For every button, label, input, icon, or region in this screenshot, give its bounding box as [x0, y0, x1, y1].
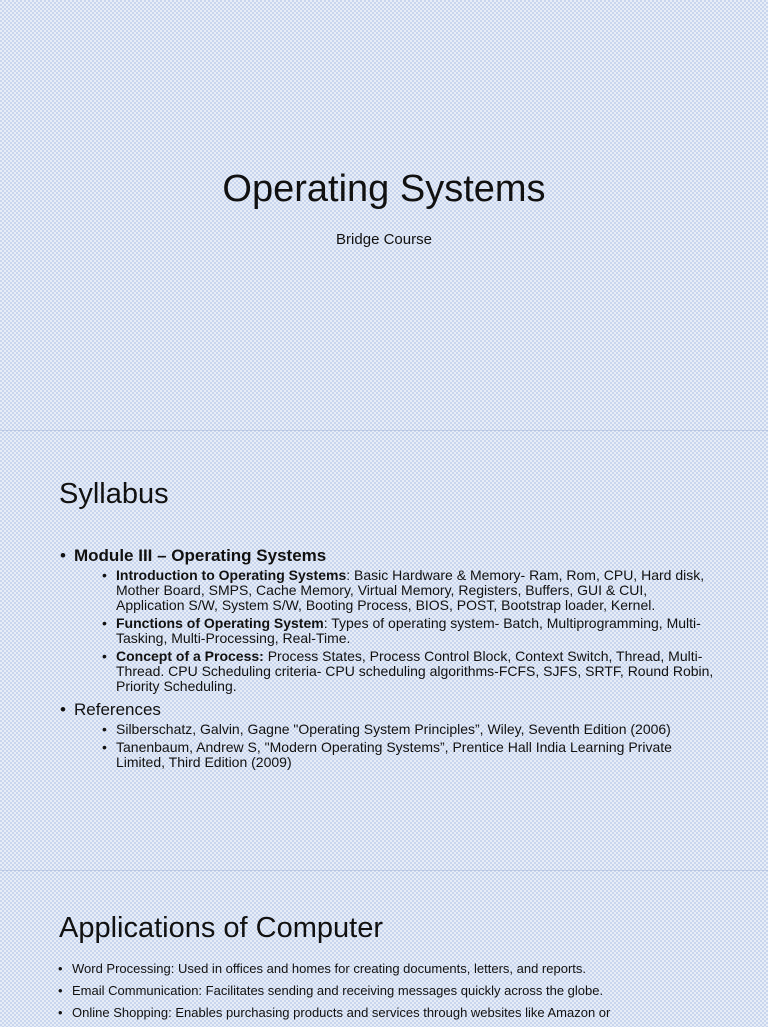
topic-text: : Types of operating system- Batch, Multiprogramming, Multi-Tasking, Multi-Processing, Real-Time.: [116, 615, 701, 646]
list-item: • Silberschatz, Galvin, Gagne "Operating System Principles”, Wiley, Seventh Edition (2006): [102, 722, 718, 737]
syllabus-list: [60, 546, 718, 776]
list-item: • Tanenbaum, Andrew S, "Modern Operating Systems”, Prentice Hall India Learning Private Limited, Third Edition (2009): [102, 740, 718, 770]
topic-term: Functions of Operating System: [116, 615, 324, 631]
applications-list: [58, 961, 728, 1027]
syllabus-heading: Syllabus: [59, 478, 169, 510]
list-item: [102, 616, 718, 646]
list-item: • Email Communication: Facilitates sending and receiving messages quickly across the globe.: [58, 983, 728, 998]
applications-heading: Applications of Computer: [59, 912, 383, 944]
page-title: Operating Systems: [222, 168, 546, 210]
topic-text: Process States, Process Control Block, Context Switch, Thread, Multi-Thread. CPU Scheduling criteria- CPU scheduling algorithms-FCFS, SJFS, SRTF, Round Robin, Priority Scheduling.: [116, 648, 714, 694]
module-label: Module III – Operating Systems: [74, 546, 327, 565]
page-subtitle: Bridge Course: [336, 231, 432, 248]
topic-term: Concept of a Process:: [116, 648, 264, 664]
title-slide: [0, 0, 768, 430]
list-item: • Online Shopping: Enables purchasing products and services through websites like Amazon or: [58, 1005, 728, 1020]
topic-term: Introduction to Operating Systems: [116, 567, 347, 583]
list-item: • Word Processing: Used in offices and homes for creating documents, letters, and reports.: [58, 961, 728, 976]
applications-slide: [0, 870, 768, 1024]
references-item: [60, 700, 718, 770]
list-item: [102, 649, 718, 694]
module-item: [60, 546, 718, 694]
references-list: [74, 722, 718, 770]
list-item: [102, 568, 718, 613]
topic-text: : Basic Hardware & Memory- Ram, Rom, CPU, Hard disk, Mother Board, SMPS, Cache Memory, Virtual Memory, Registers, Buffers, GUI & CUI, Application S/W, System S/W, Booting Process, BIOS, POST, Bootstrap loader, Kernel.: [116, 567, 705, 613]
module-topics: [74, 568, 718, 694]
syllabus-slide: [0, 430, 768, 870]
references-label: References: [74, 700, 161, 719]
